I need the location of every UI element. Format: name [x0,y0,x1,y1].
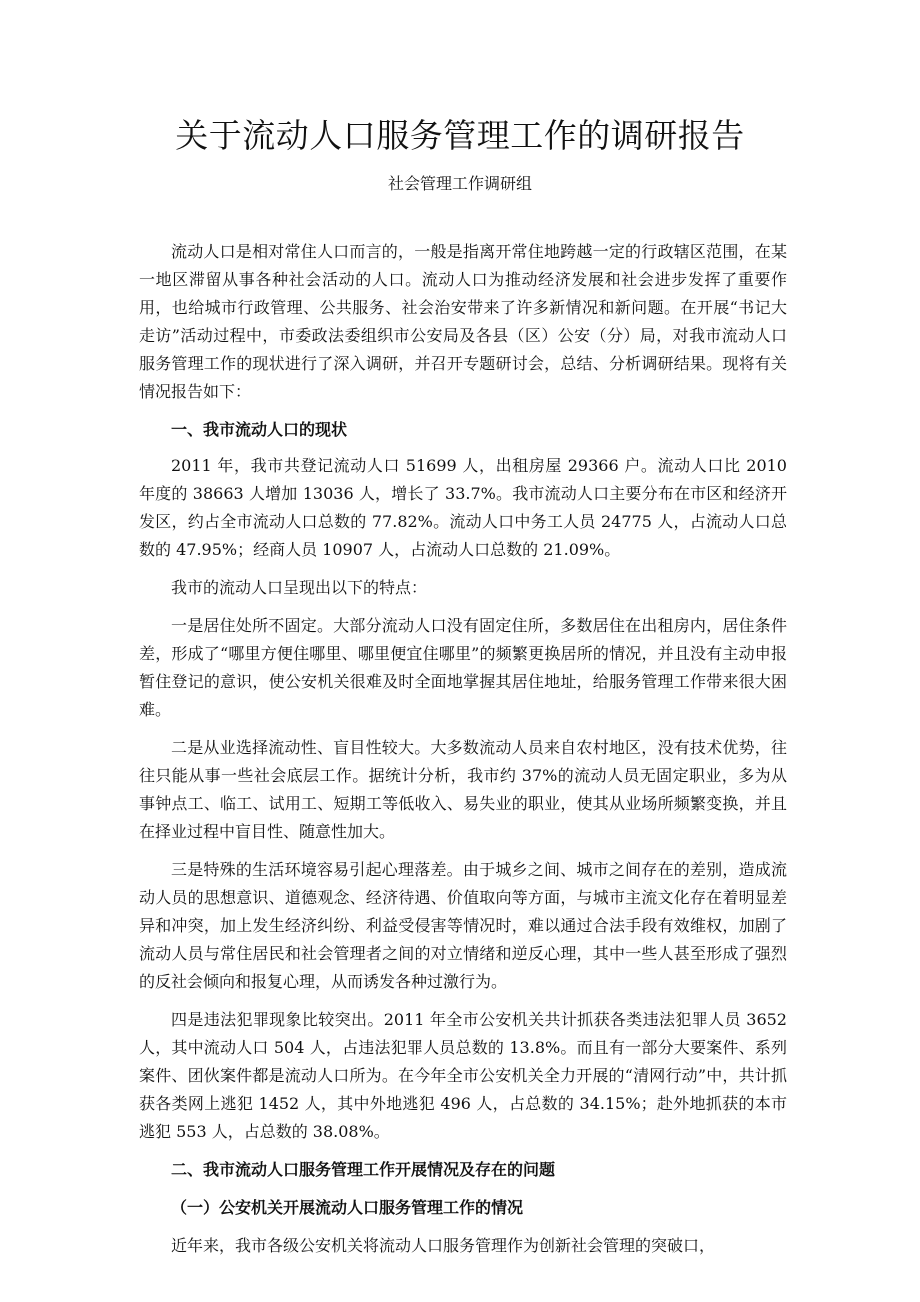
feature-one-paragraph: 一是居住处所不固定。大部分流动人口没有固定住所，多数居住在出租房内，居住条件差，形成了“哪里方便住哪里、哪里便宜住哪里”的频繁更换居所的情况，并且没有主动申报暂住登记的意识，使公安机关很难及时全面地掌握其居住地址，给服务管理工作带来很大困难。 [139,616,787,719]
features-intro-paragraph: 我市的流动人口呈现出以下的特点： [171,578,428,597]
section-heading-1: 一、我市流动人口的现状 [171,420,348,439]
intro-paragraph: 流动人口是相对常住人口而言的，一般是指离开常住地跨越一定的行政辖区范围，在某一地区滞留从事各种社会活动的人口。流动人口为推动经济发展和社会进步发挥了重要作用，也给城市行政管理、公共服务、社会治安带来了许多新情况和新问题。在开展“书记大走访”活动过程中，市委政法委组织市公安局及各县（区）公安（分）局，对我市流动人口服务管理工作的现状进行了深入调研，并召开专题研讨会，总结、分析调研结果。现将有关情况报告如下： [139,242,787,401]
work-overview-paragraph: 近年来，我市各级公安机关将流动人口服务管理作为创新社会管理的突破口， [171,1236,716,1255]
report-title: 关于流动人口服务管理工作的调研报告 [175,116,745,155]
report-author: 社会管理工作调研组 [387,174,532,193]
section-heading-2: 二、我市流动人口服务管理工作开展情况及存在的问题 [171,1160,556,1179]
subsection-heading-1: （一）公安机关开展流动人口服务管理工作的情况 [171,1198,524,1217]
statistics-paragraph: 2011 年，我市共登记流动人口 51699 人，出租房屋 29366 户。流动人口比 2010 年度的 38663 人增加 13036 人，增长了 33.7%。我市流动人口主要分布在市区和经济开发区，约占全市流动人口总数的 77.82%。流动人口中务工人员 24775 人，占流动人口总数的 47.95%；经商人员 10907 人，占流动人口总数的 21.09%。 [139,456,787,559]
feature-three-paragraph: 三是特殊的生活环境容易引起心理落差。由于城乡之间、城市之间存在的差别，造成流动人员的思想意识、道德观念、经济待遇、价值取向等方面，与城市主流文化存在着明显差异和冲突，加上发生经济纠纷、利益受侵害等情况时，难以通过合法手段有效维权，加剧了流动人员与常住居民和社会管理者之间的对立情绪和逆反心理，其中一些人甚至形成了强烈的反社会倾向和报复心理，从而诱发各种过激行为。 [139,860,787,991]
report-body [139,238,787,1270]
feature-four-paragraph: 四是违法犯罪现象比较突出。2011 年全市公安机关共计抓获各类违法犯罪人员 3652 人，其中流动人口 504 人，占违法犯罪人员总数的 13.8%。而且有一部分大要案件、系列案件、团伙案件都是流动人口所为。在今年全市公安机关全力开展的“清网行动”中，共计抓获各类网上逃犯 1452 人，其中外地逃犯 496 人，占总数的 34.15%；赴外地抓获的本市逃犯 553 人，占总数的 38.08%。 [139,1010,787,1141]
feature-two-paragraph: 二是从业选择流动性、盲目性较大。大多数流动人员来自农村地区，没有技术优势，往往只能从事一些社会底层工作。据统计分析，我市约 37%的流动人员无固定职业，多为从事钟点工、临工、试用工、短期工等低收入、易失业的职业，使其从业场所频繁变换，并且在择业过程中盲目性、随意性加大。 [139,738,787,841]
